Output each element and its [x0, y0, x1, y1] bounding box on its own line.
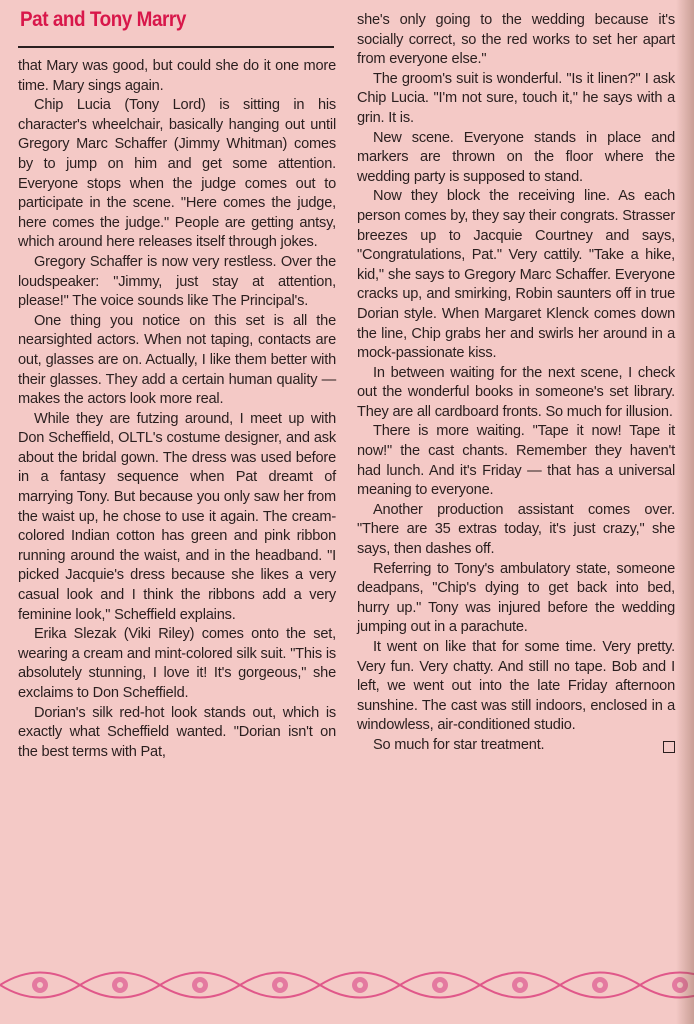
- paragraph: Erika Slezak (Viki Riley) comes onto the set, wearing a cream and mint-colored silk suit. "This is absolutely stunning, I love it! It's gorgeous," she exclaims to Don Scheffield.: [18, 626, 336, 701]
- page-spine-shadow: [676, 0, 694, 1024]
- paragraph: Gregory Schaffer is now very restless. Over the loudspeaker: "Jimmy, just stay at attention, please!" The voice sounds like The Principal's.: [18, 253, 336, 310]
- paragraph: Now they block the receiving line. As each person comes by, they say their congrats. Strasser breezes up to Jacquie Courtney and says, "Congratulations, Pat." Very cattily. "Take a hike, kid," she says to Gregory Marc Schaffer. Everyone cracks up, and smirking, Robin saunters off in true Dorian style. When Margaret Klenck comes down the line, Chip grabs her and swirls her around in a mock-passionate kiss.: [357, 188, 675, 362]
- paragraph: Chip Lucia (Tony Lord) is sitting in his character's wheelchair, basically hanging out until Gregory Marc Schaffer (Jimmy Whitman) comes by to jump on him and get some attention. Everyone stops when the judge comes out to participate in the scene. "Here comes the judge, here comes the judge." People are getting antsy, which around here releases itself through jokes.: [18, 97, 336, 251]
- closing-line: So much for star treatment.: [373, 736, 545, 753]
- paragraph: that Mary was good, but could she do it one more time. Mary sings again.: [18, 58, 336, 94]
- paragraph-final: [357, 736, 675, 756]
- end-mark-icon: [663, 741, 675, 753]
- article-title: Pat and Tony Marry: [20, 8, 186, 31]
- paragraph: Referring to Tony's ambulatory state, someone deadpans, "Chip's dying to get back into bed, hurry up." Tony was injured before the wedding jumping out in a parachute.: [357, 560, 675, 636]
- paragraph: she's only going to the wedding because it's socially correct, so the red works to set her apart from everyone else.": [357, 12, 675, 68]
- floral-ornament-border: [0, 955, 694, 1015]
- paragraph: There is more waiting. "Tape it now! Tape it now!" the cast chants. Remember they haven't had lunch. And it's Friday — that has a universal meaning to everyone.: [357, 423, 675, 499]
- paragraph: While they are futzing around, I meet up with Don Scheffield, OLTL's costume designer, and ask about the bridal gown. The dress was used before in a fantasy sequence when Pat dreamt of marrying Tony. But because you only saw her from the waist up, he chose to use it again. The cream-colored Indian cotton has green and pink ribbon running around the waist, and in the headband. "I picked Jacquie's dress because she likes a very casual look and I think the ribbons add a very feminine look," Scheffield explains.: [18, 410, 336, 623]
- paragraph: One thing you notice on this set is all the nearsighted actors. When not taping, contacts are out, glasses are on. Actually, I like them better with their glasses. They add a certain human quality — makes the actors look more real.: [18, 312, 336, 408]
- paragraph: Another production assistant comes over. "There are 35 extras today, it's just crazy," she says, then dashes off.: [357, 501, 675, 558]
- paragraph: The groom's suit is wonderful. "Is it linen?" I ask Chip Lucia. "I'm not sure, touch it," he says with a grin. It is.: [357, 70, 675, 126]
- title-rule: [18, 46, 334, 48]
- left-column: [18, 57, 336, 762]
- right-column: [357, 11, 675, 756]
- paragraph: In between waiting for the next scene, I check out the wonderful books in someone's set library. They are all cardboard fronts. So much for illusion.: [357, 364, 675, 420]
- paragraph: It went on like that for some time. Very pretty. Very fun. Very chatty. And still no tape. Bob and I left, we went out into the late Friday afternoon sunshine. The cast was still indoors, enclosed in a windowless, air-conditioned studio.: [357, 639, 675, 734]
- paragraph: New scene. Everyone stands in place and markers are thrown on the floor where the wedding party is supposed to stand.: [357, 129, 675, 185]
- paragraph: Dorian's silk red-hot look stands out, which is exactly what Scheffield wanted. "Dorian isn't on the best terms with Pat,: [18, 704, 336, 760]
